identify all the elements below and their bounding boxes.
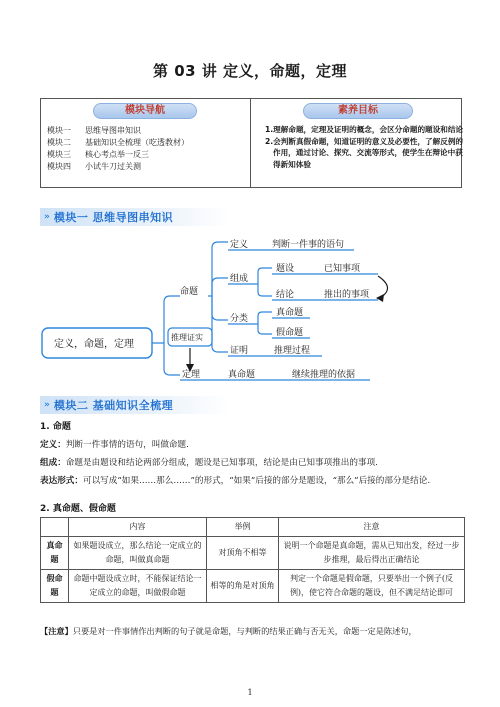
module-item: 模块一 思维导图串知识 [47, 126, 141, 135]
module-item: 模块四 小试牛刀过关测 [47, 162, 141, 171]
node-proof-desc: 推理过程 [274, 346, 311, 356]
section-banner-1: » 模块一 思维导图串知识 [40, 208, 230, 226]
goal-item: 2.会判断真假命题，知道证明的意义及必要性，了解反例的作用，通过讨论、探究、交流等形式，使学生在辩论中获得新知体验 [265, 136, 464, 169]
module-list [47, 125, 189, 173]
heading-proposition: 1. 命题 [40, 422, 71, 432]
node-theorem-desc: 继续推理的依据 [292, 370, 356, 380]
table-header: 注意 [279, 518, 465, 537]
chevron-icon: » [44, 400, 50, 410]
node-premise-desc: 已知事项 [324, 264, 361, 274]
table-cell: 判定一个命题是假命题，只要举出一个例子(反例)，使它符合命题的题设，但不满足结论即可 [279, 570, 465, 603]
node-theorem: 定理 [182, 370, 201, 380]
table-cell: 说明一个命题是真命题，需从已知出发，经过一步步推理，最后得出正确结论 [279, 537, 465, 570]
true-false-table [40, 517, 465, 603]
row-head: 真命题 [41, 537, 69, 570]
node-true-proposition: 真命题 [276, 308, 304, 318]
table-header: 举例 [207, 518, 279, 537]
node-definition-desc: 判断一件事的语句 [272, 240, 345, 250]
node-reasoning: 推理证实 [171, 333, 203, 342]
goal-item: 1.理解命题，定理及证明的概念，会区分命题的题设和结论 [265, 125, 464, 134]
page-number: 1 [247, 688, 253, 697]
table-cell: 对顶角不相等 [207, 537, 279, 570]
node-theorem-kind: 真命题 [228, 370, 256, 380]
node-conclusion-desc: 推出的事项 [324, 290, 370, 300]
node-classification: 分类 [230, 314, 249, 324]
overview-table [40, 98, 462, 188]
goal-list [265, 124, 465, 170]
note-paragraph: 【注意】只要是对一件事情作出判断的句子就是命题，与判断的结果正确与否无关，命题一定是陈述句， [40, 626, 417, 636]
goals-title: 素养目标 [303, 103, 413, 119]
node-composition: 组成 [230, 274, 249, 284]
node-definition: 定义 [230, 240, 249, 250]
row-head: 假命题 [41, 570, 69, 603]
form-line: 表达形式：可以写成“如果……那么……”的形式，“如果”后接的部分是题设，“那么”后接的部分是结论. [40, 476, 431, 486]
node-premise: 题设 [276, 264, 295, 274]
table-header-row [41, 518, 465, 537]
mind-map [40, 232, 460, 392]
module-item: 模块二 基础知识全梳理（吃透教材） [47, 138, 189, 147]
table-cell: 相等的角是对顶角 [207, 570, 279, 603]
module-nav-title: 模块导航 [93, 103, 197, 119]
mind-map-diagram [40, 232, 460, 392]
chevron-icon: » [44, 212, 50, 222]
table-cell: 如果题设成立，那么结论一定成立的命题，叫做真命题 [69, 537, 207, 570]
node-false-proposition: 假命题 [276, 328, 304, 338]
composition-line: 组成：命题是由题设和结论两部分组成，题设是已知事项，结论是由已知事项推出的事项. [40, 458, 378, 468]
goals-column [251, 99, 464, 187]
heading-true-false: 2. 真命题、假命题 [40, 504, 116, 514]
module-item: 模块三 核心考点举一反三 [47, 150, 149, 159]
node-proposition: 命题 [180, 287, 199, 297]
node-conclusion: 结论 [276, 290, 295, 300]
table-row [41, 570, 465, 603]
table-cell: 命题中题设成立时，不能保证结论一定成立的命题，叫做假命题 [69, 570, 207, 603]
content-body [40, 418, 465, 490]
module-nav-column [41, 99, 251, 187]
table-header [41, 518, 69, 537]
node-proof: 证明 [230, 346, 249, 356]
table-row [41, 537, 465, 570]
page-title: 第 03 讲 定义，命题，定理 [152, 62, 348, 80]
section-banner-2: » 模块二 基础知识全梳理 [40, 396, 230, 414]
mind-map-root: 定义，命题，定理 [54, 339, 134, 350]
definition-line: 定义：判断一件事情的语句，叫做命题. [40, 440, 189, 450]
table-header: 内容 [69, 518, 207, 537]
